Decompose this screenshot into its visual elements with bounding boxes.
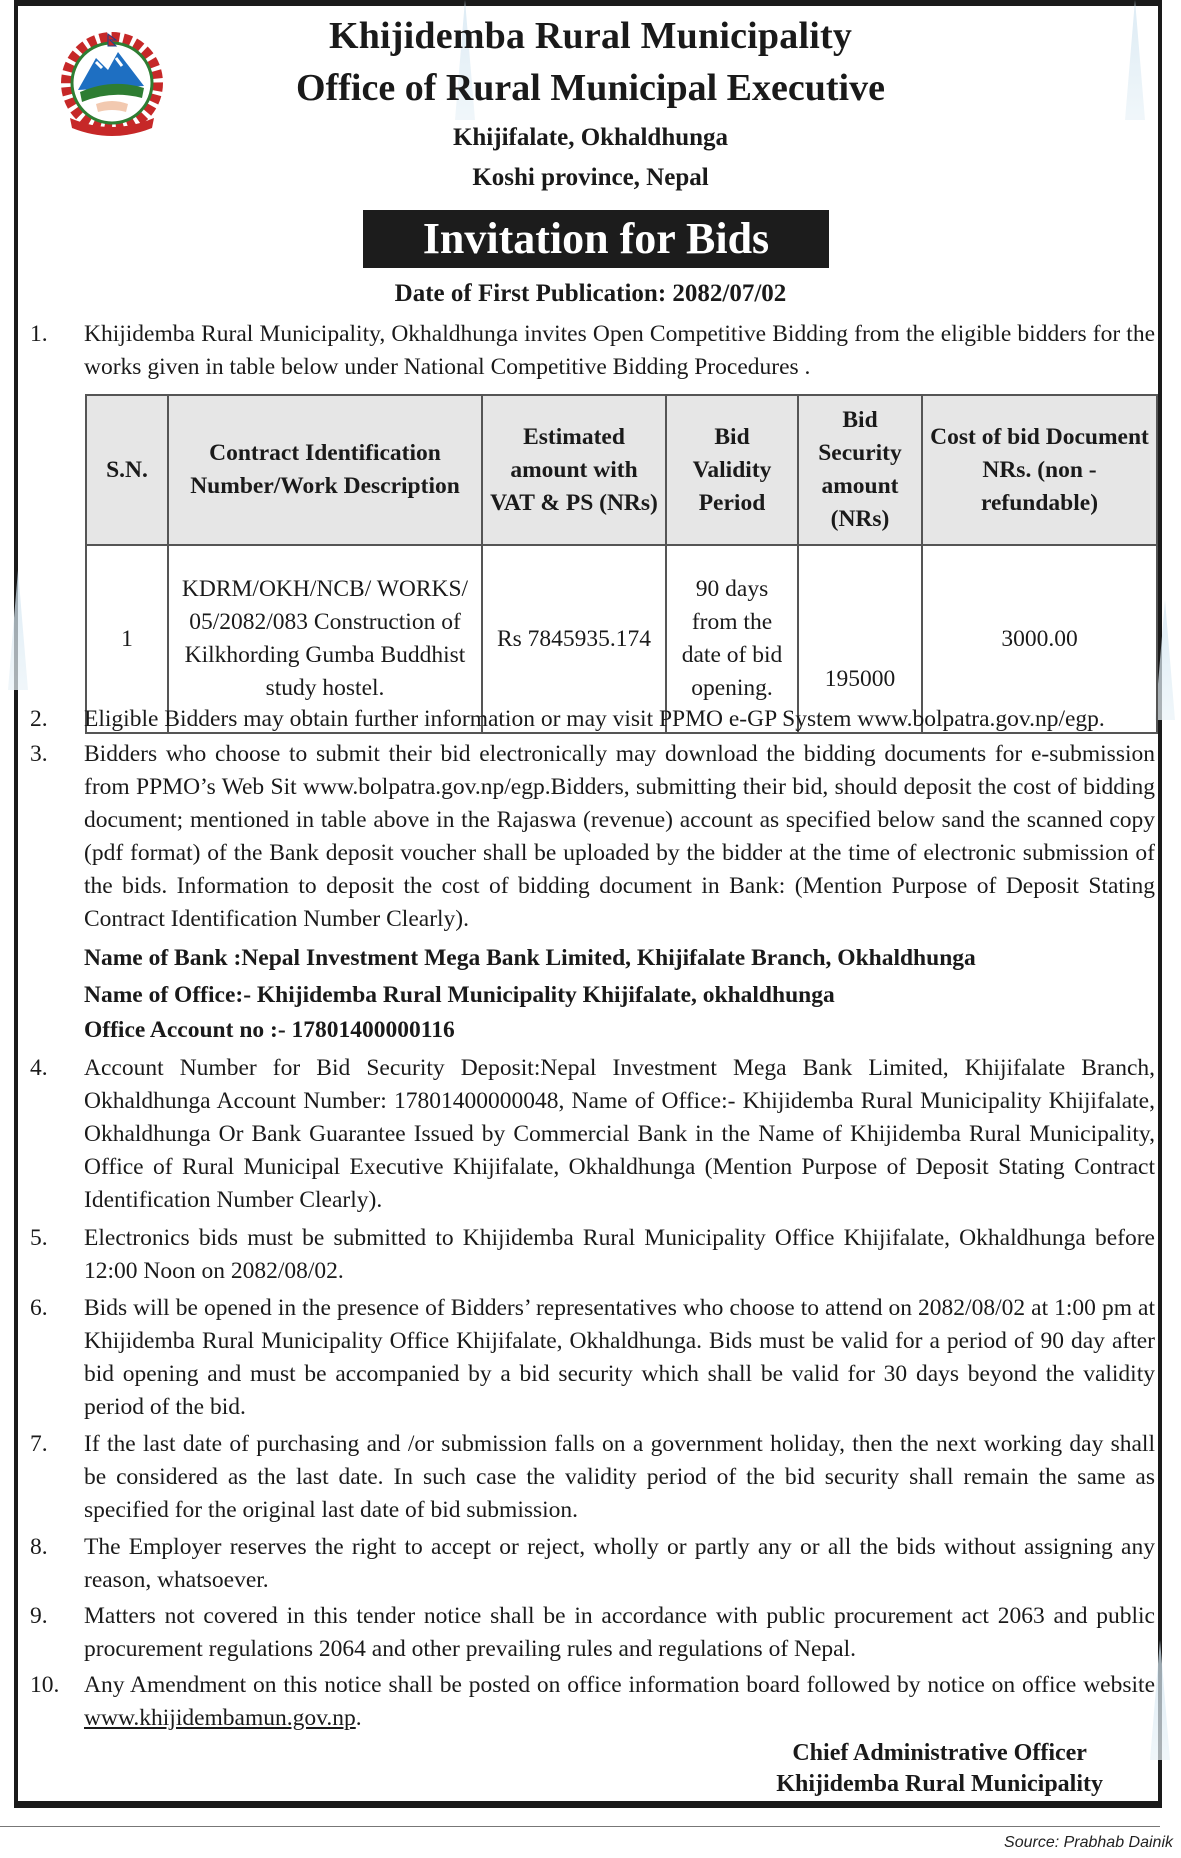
bank-name: Name of Bank :Nepal Investment Mega Bank Limited, Khijifalate Branch, Okhaldhunga: [84, 945, 976, 971]
item-text: [84, 1669, 1155, 1735]
header-validity: Bid Validity Period: [666, 395, 798, 545]
signatory-title: Chief Administrative Officer: [792, 1740, 1087, 1766]
notice-item: [30, 1222, 1155, 1288]
item-number: 6.: [30, 1295, 48, 1321]
notice-item: [30, 738, 1155, 936]
item-number: 9.: [30, 1603, 48, 1629]
item-text: Bids will be opened in the presence of Bidders’ representatives who choose to attend on 2082/08/02 at 1:00 pm at Khijidemba Rural Municipality Office Khijifalate, Okhaldhunga. Bids must be valid for a period of 90 day after bid opening and must be accompanied by a bid security which shall be valid for 30 days beyond the validity period of the bid.: [84, 1295, 1155, 1420]
item-text: Eligible Bidders may obtain further information or may visit PPMO e-GP System www.bolpatra.gov.np/egp.: [84, 706, 1105, 732]
bids-table: [85, 394, 1158, 734]
signature-block: [776, 1740, 1103, 1798]
item-text: The Employer reserves the right to accept or reject, wholly or partly any or all the bids without assigning any reason, whatsoever.: [84, 1534, 1155, 1593]
office-account: Office Account no :- 17801400000116: [84, 1017, 455, 1043]
item-number: 2.: [30, 706, 48, 732]
notice-item: [30, 1669, 1155, 1735]
header-estimate: Estimated amount with VAT & PS (NRs): [482, 395, 666, 545]
notice-item: [30, 703, 1155, 736]
item-text: Electronics bids must be submitted to Khijidemba Rural Municipality Office Khijifalate, Okhaldhunga before 12:00 Noon on 2082/08/02.: [84, 1225, 1155, 1284]
municipality-title: Khijidemba Rural Municipality: [328, 15, 853, 57]
item-text: If the last date of purchasing and /or submission falls on a government holiday, then the next working day shall be considered as the last date. In such case the validity period of the bid security shall remain the same as specified for the original last date of bid submission.: [84, 1431, 1155, 1523]
office-name: Name of Office:- Khijidemba Rural Municipality Khijifalate, okhaldhunga: [84, 982, 835, 1008]
notice-item: [30, 1052, 1155, 1217]
invitation-banner: Invitation for Bids: [363, 210, 829, 268]
cell-security: 195000: [798, 545, 922, 733]
office-title: Office of Rural Municipal Executive: [296, 67, 885, 109]
address-line: Khijifalate, Okhaldhunga: [452, 124, 729, 151]
item-number: 4.: [30, 1055, 48, 1081]
publication-date: Date of First Publication: 2082/07/02: [394, 280, 787, 307]
item-number: 7.: [30, 1431, 48, 1457]
cell-doc-cost: 3000.00: [922, 545, 1157, 733]
notice-item: [30, 1292, 1155, 1424]
notice-item: [30, 1600, 1155, 1666]
notice-item: [30, 1428, 1155, 1527]
header-security: Bid Security amount (NRs): [798, 395, 922, 545]
item-text: Matters not covered in this tender notice shall be in accordance with public procurement act 2063 and public procurement regulations 2064 and other prevailing rules and regulations of Nepal.: [84, 1603, 1155, 1662]
item-text: Khijidemba Rural Municipality, Okhaldhunga invites Open Competitive Bidding from the eligible bidders for the works given in table below under National Competitive Bidding Procedures .: [84, 321, 1155, 380]
item-text-body: Any Amendment on this notice shall be posted on office information board followed by notice on office website: [84, 1672, 1155, 1698]
notice-item: [30, 1531, 1155, 1597]
item-number: 8.: [30, 1534, 48, 1560]
header-doc-cost: Cost of bid Document NRs. (non -refundable): [922, 395, 1157, 545]
item-text-end: .: [355, 1705, 362, 1731]
signatory-org: Khijidemba Rural Municipality: [776, 1771, 1103, 1797]
cell-estimate: Rs 7845935.174: [482, 545, 666, 733]
notice-item: [30, 318, 1155, 384]
cell-sn: 1: [86, 545, 168, 733]
table-header-row: [86, 395, 1157, 545]
item-number: 5.: [30, 1225, 48, 1251]
cell-validity: 90 days from the date of bid opening.: [666, 545, 798, 733]
header-contract: Contract Identification Number/Work Description: [168, 395, 482, 545]
source-credit: Source: Prabhab Dainik: [1004, 1834, 1173, 1851]
province-line: Koshi province, Nepal: [472, 164, 709, 191]
item-text: Bidders who choose to submit their bid electronically may download the bidding documents for e-submission from PPMO’s Web Sit www.bolpatra.gov.np/egp.Bidders, submitting their bid, should deposit the cost of bidding document; mentioned in table above in the Rajaswa (revenue) account as specified below sand the scanned copy (pdf format) of the Bank deposit voucher shall be uploaded by the bidder at the time of electronic submission of the bids. Information to deposit the cost of bidding document in Bank: (Mention Purpose of Deposit Stating Contract Identification Number Clearly).: [84, 741, 1155, 932]
header-sn: S.N.: [86, 395, 168, 545]
website-link[interactable]: www.khijidembamun.gov.np: [84, 1705, 356, 1731]
item-number: 10.: [30, 1672, 60, 1698]
item-number: 3.: [30, 741, 48, 767]
divider: [0, 1826, 1160, 1827]
item-text: Account Number for Bid Security Deposit:Nepal Investment Mega Bank Limited, Khijifalate Branch, Okhaldhunga Account Number: 17801400000048, Name of Office:- Khijidemba Rural Municipality Khijifalate, Okhaldhunga Or Bank Guarantee Issued by Commercial Bank in the Name of Khijidemba Rural Municipality, Office of Rural Municipal Executive Khijifalate, Okhaldhunga (Mention Purpose of Deposit Stating Contract Identification Number Clearly).: [84, 1055, 1155, 1213]
item-number: 1.: [30, 321, 48, 347]
cell-contract: KDRM/OKH/NCB/ WORKS/ 05/2082/083 Construction of Kilkhording Gumba Buddhist study hostel.: [168, 545, 482, 733]
